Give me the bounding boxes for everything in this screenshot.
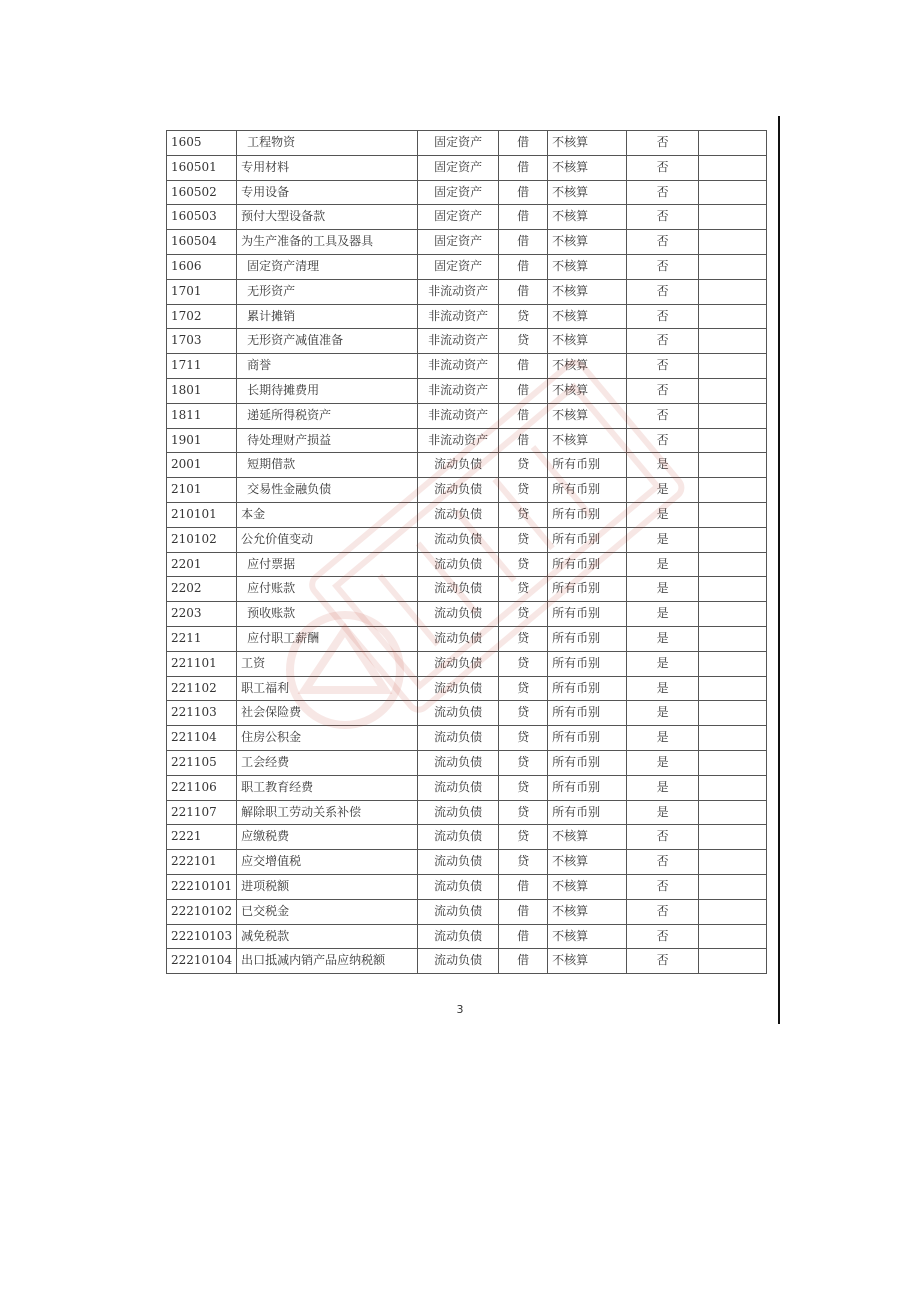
balance-direction: 贷 (499, 850, 548, 875)
account-code: 22210104 (167, 949, 237, 974)
balance-direction: 借 (499, 949, 548, 974)
account-code: 2203 (167, 602, 237, 627)
balance-direction: 借 (499, 279, 548, 304)
account-code: 1801 (167, 378, 237, 403)
account-name: 工程物资 (237, 131, 418, 156)
foreign-currency-flag: 是 (627, 527, 699, 552)
table-row (167, 899, 767, 924)
account-code: 1702 (167, 304, 237, 329)
account-category: 固定资产 (418, 180, 499, 205)
table-row (167, 924, 767, 949)
foreign-currency-flag: 是 (627, 651, 699, 676)
currency-accounting: 所有币别 (548, 502, 627, 527)
currency-accounting: 不核算 (548, 850, 627, 875)
balance-direction: 贷 (499, 478, 548, 503)
foreign-currency-flag: 是 (627, 502, 699, 527)
account-code: 160503 (167, 205, 237, 230)
account-name: 应付账款 (237, 577, 418, 602)
table-row (167, 354, 767, 379)
empty-cell (699, 651, 767, 676)
empty-cell (699, 552, 767, 577)
balance-direction: 借 (499, 180, 548, 205)
account-category: 流动负债 (418, 577, 499, 602)
table-row (167, 453, 767, 478)
balance-direction: 借 (499, 230, 548, 255)
account-name: 累计摊销 (237, 304, 418, 329)
account-name: 待处理财产损益 (237, 428, 418, 453)
empty-cell (699, 577, 767, 602)
foreign-currency-flag: 否 (627, 205, 699, 230)
account-name: 预收账款 (237, 602, 418, 627)
foreign-currency-flag: 否 (627, 254, 699, 279)
account-table (166, 130, 767, 974)
account-code: 1703 (167, 329, 237, 354)
balance-direction: 贷 (499, 800, 548, 825)
account-code: 22210103 (167, 924, 237, 949)
table-row (167, 850, 767, 875)
foreign-currency-flag: 是 (627, 726, 699, 751)
balance-direction: 贷 (499, 552, 548, 577)
account-category: 固定资产 (418, 205, 499, 230)
account-name: 减免税款 (237, 924, 418, 949)
currency-accounting: 所有币别 (548, 577, 627, 602)
account-name: 本金 (237, 502, 418, 527)
account-table-body (167, 131, 767, 974)
foreign-currency-flag: 是 (627, 552, 699, 577)
account-category: 固定资产 (418, 254, 499, 279)
account-category: 固定资产 (418, 155, 499, 180)
table-row (167, 701, 767, 726)
currency-accounting: 所有币别 (548, 626, 627, 651)
account-name: 长期待摊费用 (237, 378, 418, 403)
foreign-currency-flag: 是 (627, 775, 699, 800)
empty-cell (699, 205, 767, 230)
currency-accounting: 所有币别 (548, 602, 627, 627)
account-code: 160502 (167, 180, 237, 205)
empty-cell (699, 825, 767, 850)
table-row (167, 155, 767, 180)
account-name: 应付票据 (237, 552, 418, 577)
balance-direction: 贷 (499, 626, 548, 651)
currency-accounting: 不核算 (548, 230, 627, 255)
account-code: 2221 (167, 825, 237, 850)
empty-cell (699, 676, 767, 701)
currency-accounting: 所有币别 (548, 676, 627, 701)
account-category: 流动负债 (418, 478, 499, 503)
foreign-currency-flag: 否 (627, 131, 699, 156)
currency-accounting: 不核算 (548, 874, 627, 899)
currency-accounting: 不核算 (548, 279, 627, 304)
empty-cell (699, 180, 767, 205)
foreign-currency-flag: 是 (627, 602, 699, 627)
currency-accounting: 不核算 (548, 825, 627, 850)
table-row (167, 800, 767, 825)
foreign-currency-flag: 是 (627, 478, 699, 503)
currency-accounting: 所有币别 (548, 750, 627, 775)
account-code: 221102 (167, 676, 237, 701)
foreign-currency-flag: 是 (627, 800, 699, 825)
table-row (167, 775, 767, 800)
account-code: 2001 (167, 453, 237, 478)
foreign-currency-flag: 否 (627, 850, 699, 875)
account-category: 流动负债 (418, 750, 499, 775)
empty-cell (699, 899, 767, 924)
account-category: 流动负债 (418, 874, 499, 899)
account-code: 2202 (167, 577, 237, 602)
account-category: 流动负债 (418, 502, 499, 527)
table-row (167, 279, 767, 304)
foreign-currency-flag: 否 (627, 924, 699, 949)
empty-cell (699, 800, 767, 825)
currency-accounting: 不核算 (548, 180, 627, 205)
foreign-currency-flag: 否 (627, 874, 699, 899)
account-name: 交易性金融负债 (237, 478, 418, 503)
currency-accounting: 不核算 (548, 205, 627, 230)
table-row (167, 403, 767, 428)
table-row (167, 428, 767, 453)
account-code: 22210101 (167, 874, 237, 899)
foreign-currency-flag: 否 (627, 155, 699, 180)
balance-direction: 贷 (499, 701, 548, 726)
table-row (167, 254, 767, 279)
balance-direction: 借 (499, 254, 548, 279)
table-row (167, 329, 767, 354)
account-name: 社会保险费 (237, 701, 418, 726)
table-row (167, 949, 767, 974)
balance-direction: 借 (499, 874, 548, 899)
account-code: 160504 (167, 230, 237, 255)
foreign-currency-flag: 否 (627, 428, 699, 453)
table-row (167, 502, 767, 527)
account-name: 解除职工劳动关系补偿 (237, 800, 418, 825)
balance-direction: 借 (499, 354, 548, 379)
foreign-currency-flag: 否 (627, 329, 699, 354)
account-category: 非流动资产 (418, 279, 499, 304)
account-category: 流动负债 (418, 775, 499, 800)
empty-cell (699, 453, 767, 478)
empty-cell (699, 701, 767, 726)
account-category: 流动负债 (418, 602, 499, 627)
currency-accounting: 不核算 (548, 899, 627, 924)
empty-cell (699, 230, 767, 255)
currency-accounting: 不核算 (548, 949, 627, 974)
account-code: 221105 (167, 750, 237, 775)
table-row (167, 676, 767, 701)
balance-direction: 借 (499, 378, 548, 403)
account-code: 1901 (167, 428, 237, 453)
table-row (167, 304, 767, 329)
account-category: 流动负债 (418, 626, 499, 651)
account-category: 流动负债 (418, 825, 499, 850)
empty-cell (699, 329, 767, 354)
table-row (167, 378, 767, 403)
account-category: 固定资产 (418, 230, 499, 255)
foreign-currency-flag: 否 (627, 354, 699, 379)
account-code: 22210102 (167, 899, 237, 924)
empty-cell (699, 502, 767, 527)
foreign-currency-flag: 是 (627, 577, 699, 602)
foreign-currency-flag: 是 (627, 626, 699, 651)
table-row (167, 180, 767, 205)
currency-accounting: 不核算 (548, 254, 627, 279)
table-row (167, 750, 767, 775)
foreign-currency-flag: 否 (627, 899, 699, 924)
balance-direction: 贷 (499, 775, 548, 800)
account-code: 1711 (167, 354, 237, 379)
foreign-currency-flag: 是 (627, 750, 699, 775)
foreign-currency-flag: 否 (627, 403, 699, 428)
account-category: 非流动资产 (418, 329, 499, 354)
balance-direction: 借 (499, 899, 548, 924)
account-category: 流动负债 (418, 651, 499, 676)
table-row (167, 205, 767, 230)
account-code: 2211 (167, 626, 237, 651)
balance-direction: 贷 (499, 577, 548, 602)
account-name: 应缴税费 (237, 825, 418, 850)
account-category: 流动负债 (418, 800, 499, 825)
balance-direction: 贷 (499, 825, 548, 850)
foreign-currency-flag: 是 (627, 701, 699, 726)
page-edge-rule (778, 116, 780, 1024)
account-name: 递延所得税资产 (237, 403, 418, 428)
account-name: 公允价值变动 (237, 527, 418, 552)
balance-direction: 贷 (499, 502, 548, 527)
account-category: 流动负债 (418, 899, 499, 924)
currency-accounting: 不核算 (548, 155, 627, 180)
page-number: 3 (456, 1003, 464, 1016)
foreign-currency-flag: 是 (627, 453, 699, 478)
balance-direction: 贷 (499, 750, 548, 775)
empty-cell (699, 874, 767, 899)
account-name: 已交税金 (237, 899, 418, 924)
empty-cell (699, 254, 767, 279)
balance-direction: 贷 (499, 329, 548, 354)
currency-accounting: 不核算 (548, 329, 627, 354)
foreign-currency-flag: 否 (627, 180, 699, 205)
account-code: 221107 (167, 800, 237, 825)
account-category: 流动负债 (418, 949, 499, 974)
table-row (167, 825, 767, 850)
currency-accounting: 所有币别 (548, 552, 627, 577)
table-row (167, 874, 767, 899)
currency-accounting: 所有币别 (548, 701, 627, 726)
foreign-currency-flag: 否 (627, 949, 699, 974)
foreign-currency-flag: 否 (627, 825, 699, 850)
currency-accounting: 不核算 (548, 403, 627, 428)
empty-cell (699, 478, 767, 503)
table-row (167, 552, 767, 577)
currency-accounting: 所有币别 (548, 478, 627, 503)
account-code: 222101 (167, 850, 237, 875)
empty-cell (699, 403, 767, 428)
empty-cell (699, 924, 767, 949)
empty-cell (699, 155, 767, 180)
table-row (167, 602, 767, 627)
currency-accounting: 所有币别 (548, 775, 627, 800)
currency-accounting: 所有币别 (548, 527, 627, 552)
currency-accounting: 不核算 (548, 378, 627, 403)
empty-cell (699, 304, 767, 329)
account-code: 210101 (167, 502, 237, 527)
account-category: 非流动资产 (418, 304, 499, 329)
currency-accounting: 所有币别 (548, 651, 627, 676)
empty-cell (699, 949, 767, 974)
balance-direction: 贷 (499, 602, 548, 627)
foreign-currency-flag: 否 (627, 230, 699, 255)
table-row (167, 626, 767, 651)
account-name: 职工福利 (237, 676, 418, 701)
balance-direction: 贷 (499, 676, 548, 701)
foreign-currency-flag: 是 (627, 676, 699, 701)
account-category: 流动负债 (418, 676, 499, 701)
account-category: 流动负债 (418, 726, 499, 751)
account-name: 住房公积金 (237, 726, 418, 751)
account-category: 流动负债 (418, 527, 499, 552)
balance-direction: 借 (499, 924, 548, 949)
empty-cell (699, 354, 767, 379)
empty-cell (699, 750, 767, 775)
balance-direction: 贷 (499, 304, 548, 329)
account-name: 工资 (237, 651, 418, 676)
account-name: 商誉 (237, 354, 418, 379)
currency-accounting: 不核算 (548, 354, 627, 379)
account-category: 流动负债 (418, 850, 499, 875)
balance-direction: 借 (499, 403, 548, 428)
account-name: 专用设备 (237, 180, 418, 205)
empty-cell (699, 279, 767, 304)
balance-direction: 贷 (499, 651, 548, 676)
empty-cell (699, 626, 767, 651)
table-row (167, 478, 767, 503)
balance-direction: 贷 (499, 726, 548, 751)
empty-cell (699, 726, 767, 751)
account-code: 2101 (167, 478, 237, 503)
account-name: 工会经费 (237, 750, 418, 775)
account-name: 固定资产清理 (237, 254, 418, 279)
balance-direction: 借 (499, 155, 548, 180)
account-category: 非流动资产 (418, 354, 499, 379)
table-row (167, 230, 767, 255)
empty-cell (699, 378, 767, 403)
currency-accounting: 不核算 (548, 924, 627, 949)
foreign-currency-flag: 否 (627, 279, 699, 304)
balance-direction: 贷 (499, 527, 548, 552)
empty-cell (699, 602, 767, 627)
balance-direction: 借 (499, 131, 548, 156)
foreign-currency-flag: 否 (627, 378, 699, 403)
table-row (167, 131, 767, 156)
account-category: 非流动资产 (418, 378, 499, 403)
currency-accounting: 不核算 (548, 428, 627, 453)
account-name: 无形资产减值准备 (237, 329, 418, 354)
account-name: 应付职工薪酬 (237, 626, 418, 651)
table-row (167, 527, 767, 552)
foreign-currency-flag: 否 (627, 304, 699, 329)
account-category: 流动负债 (418, 701, 499, 726)
account-code: 1701 (167, 279, 237, 304)
account-code: 221104 (167, 726, 237, 751)
account-name: 专用材料 (237, 155, 418, 180)
empty-cell (699, 527, 767, 552)
table-row (167, 577, 767, 602)
balance-direction: 贷 (499, 453, 548, 478)
account-code: 1606 (167, 254, 237, 279)
account-code: 1605 (167, 131, 237, 156)
balance-direction: 借 (499, 428, 548, 453)
currency-accounting: 所有币别 (548, 800, 627, 825)
empty-cell (699, 428, 767, 453)
account-name: 无形资产 (237, 279, 418, 304)
account-code: 1811 (167, 403, 237, 428)
account-category: 固定资产 (418, 131, 499, 156)
currency-accounting: 所有币别 (548, 453, 627, 478)
account-name: 为生产准备的工具及器具 (237, 230, 418, 255)
empty-cell (699, 775, 767, 800)
balance-direction: 借 (499, 205, 548, 230)
currency-accounting: 不核算 (548, 304, 627, 329)
account-code: 221101 (167, 651, 237, 676)
currency-accounting: 所有币别 (548, 726, 627, 751)
empty-cell (699, 850, 767, 875)
account-code: 221103 (167, 701, 237, 726)
account-category: 流动负债 (418, 552, 499, 577)
account-name: 职工教育经费 (237, 775, 418, 800)
account-name: 短期借款 (237, 453, 418, 478)
account-code: 160501 (167, 155, 237, 180)
account-code: 2201 (167, 552, 237, 577)
account-category: 非流动资产 (418, 403, 499, 428)
table-row (167, 651, 767, 676)
account-category: 流动负债 (418, 453, 499, 478)
account-code: 221106 (167, 775, 237, 800)
account-category: 非流动资产 (418, 428, 499, 453)
account-code: 210102 (167, 527, 237, 552)
account-name: 预付大型设备款 (237, 205, 418, 230)
account-name: 进项税额 (237, 874, 418, 899)
account-name: 应交增值税 (237, 850, 418, 875)
account-name: 出口抵减内销产品应纳税额 (237, 949, 418, 974)
currency-accounting: 不核算 (548, 131, 627, 156)
empty-cell (699, 131, 767, 156)
table-row (167, 726, 767, 751)
account-category: 流动负债 (418, 924, 499, 949)
